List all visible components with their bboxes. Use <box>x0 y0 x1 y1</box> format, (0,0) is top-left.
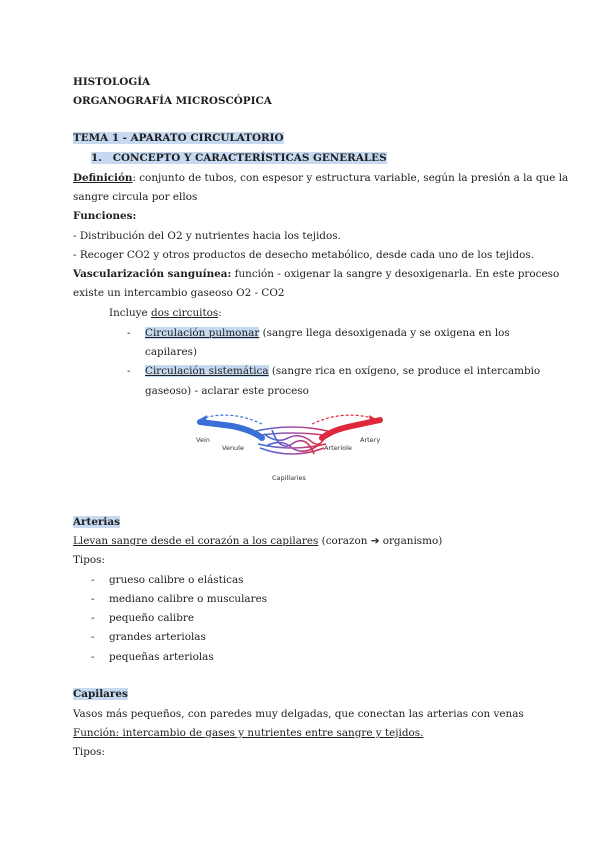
tema-title-text: TEMA 1 - APARATO CIRCULATORIO <box>73 132 284 144</box>
section-number: 1. <box>91 152 102 164</box>
definicion-label: Definición <box>73 172 133 184</box>
arteriole-label: Arteriole <box>324 444 352 452</box>
circulacion-pulmonar-label: Circulación pulmonar <box>145 327 260 339</box>
section-heading-text <box>91 152 387 164</box>
list-item: grandes arteriolas <box>109 631 206 643</box>
tema-title <box>73 131 284 145</box>
bullet-dash: - <box>127 327 131 339</box>
arterias-tipos: Tipos: <box>73 554 105 566</box>
capillaries-label: Capillaries <box>272 474 306 482</box>
definicion-text: : conjunto de tubos, con espesor y estructura variable, según la presión a la que la <box>132 172 569 184</box>
section-heading <box>91 151 387 165</box>
circulacion-sistematica-text: (sangre rica en oxígeno, se produce el intercambio <box>268 365 541 377</box>
bullet-dash: - <box>91 593 95 605</box>
list-item: mediano calibre o musculares <box>109 593 268 605</box>
definicion-line2: sangre circula por ellos <box>73 191 198 203</box>
capilares-funcion: Función: intercambio de gases y nutrientes entre sangre y tejidos. <box>73 727 424 739</box>
capilares-heading <box>73 687 128 701</box>
bullet-dash: - <box>127 365 131 377</box>
vein-label: Vein <box>196 436 210 444</box>
vascularizacion-text: función - oxigenar la sangre y desoxigenarla. En este proceso <box>231 268 560 280</box>
arterias-label: Arterias <box>73 516 120 528</box>
list-item: pequeño calibre <box>109 612 194 624</box>
circulacion-pulmonar <box>145 326 510 340</box>
dos-circuitos: dos circuitos <box>150 307 219 319</box>
funciones-label: Funciones: <box>73 210 137 222</box>
capilares-tipos: Tipos: <box>73 746 105 758</box>
arterias-def-end: (corazon ➔ organismo) <box>318 535 443 547</box>
venule-label: Venule <box>222 444 244 452</box>
list-item: grueso calibre o elásticas <box>109 574 244 586</box>
bullet-dash: - <box>91 631 95 643</box>
bullet-dash: - <box>91 612 95 624</box>
incluye-text: Incluye <box>109 307 151 319</box>
capilares-label: Capilares <box>73 688 128 700</box>
vascularizacion-line <box>73 267 559 281</box>
bullet-dash: - <box>91 651 95 663</box>
doc-title: HISTOLOGÍA <box>73 76 151 88</box>
bullet-dash: - <box>91 574 95 586</box>
circulacion-sistematica <box>145 364 540 378</box>
circulacion-sistematica-cont: gaseoso) - aclarar este proceso <box>145 385 309 397</box>
circulacion-pulmonar-cont: capilares) <box>145 346 198 358</box>
list-item: pequeñas arteriolas <box>109 651 214 663</box>
arterias-heading <box>73 515 120 529</box>
vascularizacion-line2: existe un intercambio gaseoso O2 - CO2 <box>73 287 285 299</box>
definicion-line <box>73 171 568 185</box>
capillary-diagram <box>192 408 388 486</box>
funciones-item: - Recoger CO2 y otros productos de desecho metabólico, desde cada uno de los tejidos. <box>73 249 535 261</box>
funciones-item: - Distribución del O2 y nutrientes hacia los tejidos. <box>73 230 341 242</box>
capillary-network <box>252 427 332 454</box>
incluye-line <box>109 306 222 320</box>
circulacion-sistematica-label: Circulación sistemática <box>145 365 269 377</box>
vascularizacion-label: Vascularización sanguínea: <box>73 268 232 280</box>
capilares-line: Vasos más pequeños, con paredes muy delgadas, que conectan las arterias con venas <box>73 708 524 720</box>
circulacion-pulmonar-text: (sangre llega desoxigenada y se oxigena en los <box>259 327 510 339</box>
artery-label: Artery <box>360 436 381 444</box>
incluye-end: : <box>218 307 222 319</box>
section-title: CONCEPTO Y CARACTERÍSTICAS GENERALES <box>112 152 387 164</box>
arterias-line <box>73 534 442 548</box>
arterias-def: Llevan sangre desde el corazón a los capilares <box>73 535 319 547</box>
doc-subtitle: ORGANOGRAFÍA MICROSCÓPICA <box>73 95 272 107</box>
